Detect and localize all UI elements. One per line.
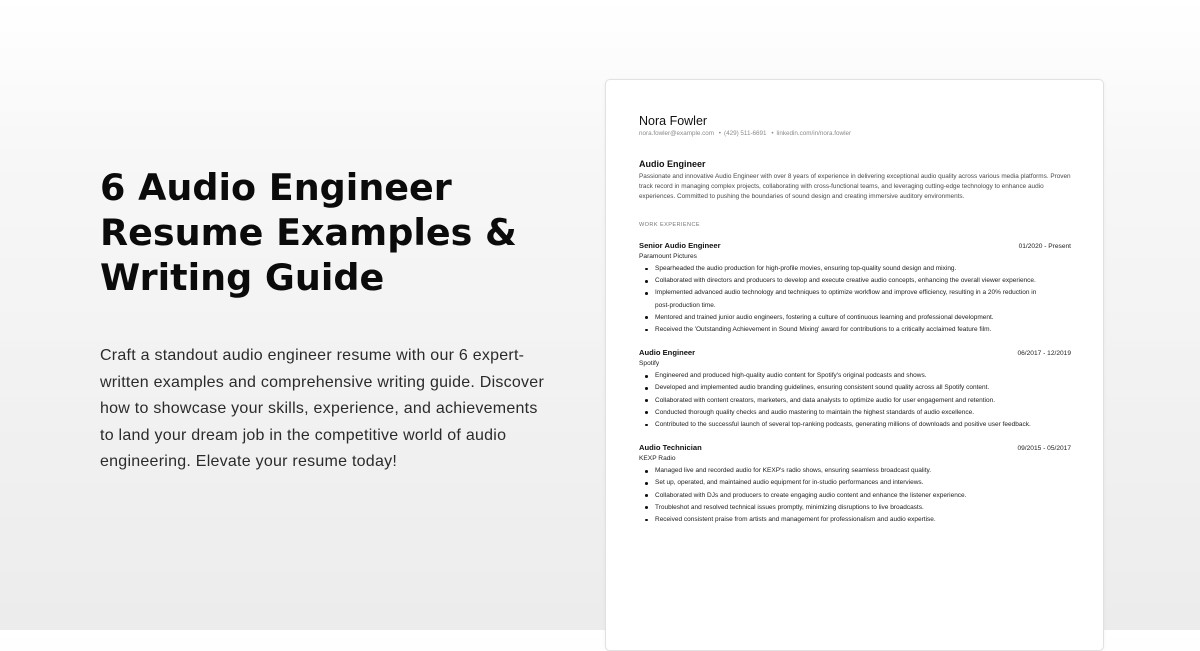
job-bullet: Collaborated with DJs and producers to create engaging audio content and enhance the listener experience. xyxy=(639,490,1071,502)
job-bullet: Received the 'Outstanding Achievement in Sound Mixing' award for contributions to a critically acclaimed feature film. xyxy=(639,324,1071,336)
page-title-line: 6 Audio Engineer xyxy=(100,166,452,209)
job-company: Paramount Pictures xyxy=(639,253,697,260)
job-company: Spotify xyxy=(639,360,660,368)
job-title: Audio Technician xyxy=(639,443,702,453)
job-bullet: Received consistent praise from artists and management for professionalism and audio expertise. xyxy=(639,514,1071,526)
page-title-line: Resume Examples & xyxy=(100,211,517,254)
job-header xyxy=(639,443,1071,454)
job-bullet: Developed and implemented audio branding guidelines, ensuring consistent sound quality across all Spotify content. xyxy=(639,382,1071,394)
job-entry xyxy=(639,443,1071,526)
resume-linkedin: linkedin.com/in/nora.fowler xyxy=(776,130,852,137)
contact-separator: • xyxy=(771,130,774,137)
intro-panel xyxy=(100,165,570,492)
job-bullets xyxy=(639,263,1071,336)
job-title: Senior Audio Engineer xyxy=(639,241,721,250)
job-title: Audio Engineer xyxy=(639,348,696,358)
resume-name: Nora Fowler xyxy=(639,114,708,128)
resume-summary: Passionate and innovative Audio Engineer with over 8 years of experience in delivering exceptional audio quality across various media platforms. Proven track record in managing complex projects, collaborating with cross-functional teams, and leveraging cutting-edge technology to enhance audio experiences. Committed to pushing the boundaries of sound design and creating immersive auditory environments. xyxy=(639,173,1071,200)
job-dates: 09/2015 - 05/2017 xyxy=(1017,445,1071,453)
resume-preview xyxy=(605,79,1104,651)
work-experience-list xyxy=(639,241,1071,526)
resume-email: nora.fowler@example.com xyxy=(639,130,714,137)
job-dates: 06/2017 - 12/2019 xyxy=(1017,350,1071,358)
job-entry xyxy=(639,241,1071,336)
job-bullets xyxy=(639,465,1071,526)
job-bullet: Spearheaded the audio production for high-profile movies, ensuring top-quality sound design and mixing. xyxy=(639,263,1071,275)
job-bullet: Set up, operated, and maintained audio equipment for in-studio performances and interviews. xyxy=(639,477,1071,489)
page-title-line: Writing Guide xyxy=(100,256,385,299)
resume-job-title: Audio Engineer xyxy=(639,159,706,169)
resume-contact xyxy=(639,130,1071,138)
job-bullet: Implemented advanced audio technology and techniques to optimize workflow and improve efficiency, resulting in a 20% reduction in post-production time. xyxy=(639,287,1071,311)
job-header xyxy=(639,348,1071,359)
resume-content xyxy=(639,114,1071,526)
job-bullet: Collaborated with directors and producers to develop and execute creative audio concepts, enhancing the overall viewer experience. xyxy=(639,275,1071,287)
job-company: KEXP Radio xyxy=(639,455,676,463)
page-description: Craft a standout audio engineer resume with our 6 expert-written examples and comprehensive writing guide. Discover how to showcase your skills, experience, and achievements to land your dream job in the competitive world of audio engineering. Elevate your resume today! xyxy=(100,347,545,470)
job-bullet: Contributed to the successful launch of several top-ranking podcasts, generating millions of downloads and positive user feedback. xyxy=(639,419,1071,431)
section-heading: WORK EXPERIENCE xyxy=(639,222,701,228)
job-header xyxy=(639,241,1071,252)
page-title xyxy=(100,165,570,300)
job-bullet: Conducted thorough quality checks and audio mastering to maintain the highest standards of audio excellence. xyxy=(639,407,1071,419)
job-bullet: Mentored and trained junior audio engineers, fostering a culture of continuous learning and professional development. xyxy=(639,312,1071,324)
job-bullet: Managed live and recorded audio for KEXP's radio shows, ensuring seamless broadcast quality. xyxy=(639,465,1071,477)
job-dates: 01/2020 - Present xyxy=(1018,243,1071,250)
job-bullet: Engineered and produced high-quality audio content for Spotify's original podcasts and shows. xyxy=(639,370,1071,382)
contact-separator: • xyxy=(718,130,721,137)
job-bullet: Troubleshot and resolved technical issues promptly, minimizing disruptions to live broadcasts. xyxy=(639,502,1071,514)
job-entry xyxy=(639,348,1071,431)
job-bullet: Collaborated with content creators, marketers, and data analysts to optimize audio for user engagement and retention. xyxy=(639,395,1071,407)
job-bullets xyxy=(639,370,1071,431)
resume-phone: (429) 511-6691 xyxy=(723,130,767,137)
